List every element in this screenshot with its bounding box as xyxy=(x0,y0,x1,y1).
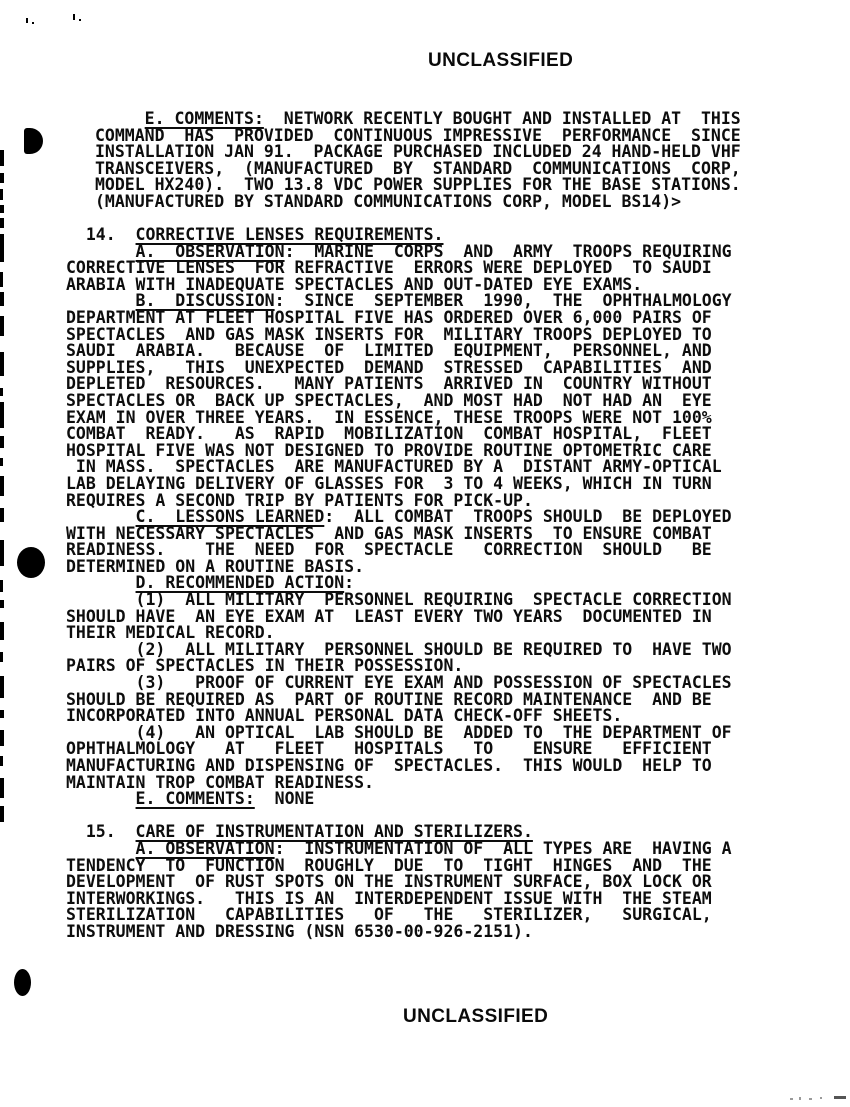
classification-header-bottom: UNCLASSIFIED xyxy=(403,1006,549,1027)
typewritten-paragraph-item13-comments: E. COMMENTS: NETWORK RECENTLY BOUGHT AND INSTALLED AT THIS COMMAND HAS PROVIDED CONTINUOUS IMPRESSIVE PERFORMANCE SINCE INSTALLATION JAN 91. PACKAGE PURCHASED INCLUDED 24 HAND-HELD VHF TRANSCEIVERS, (MANUFACTURED BY STANDARD COMMUNICATIONS CORP, MODEL HX240). TWO 13.8 VDC POWER SUPPLIES FOR THE BASE STATIONS. (MANUFACTURED BY STANDARD COMMUNICATIONS CORP, MODEL BS14)> xyxy=(95,109,741,211)
classification-header-top: UNCLASSIFIED xyxy=(428,50,574,71)
hole-punch-mark-bottom xyxy=(14,969,31,996)
typewritten-sections-14-15: 14. CORRECTIVE LENSES REQUIREMENTS. A. OBSERVATION: MARINE CORPS AND ARMY TROOPS REQUIRING CORRECTIVE LENSES FOR REFRACTIVE ERRORS WERE DEPLOYED TO SAUDI ARABIA WITH INADEQUATE SPECTACLES AND OUT-DATED EYE EXAMS. B. DISCUSSION: SINCE SEPTEMBER 1990, THE OPHTHALMOLOGY DEPARTMENT AT FLEET HOSPITAL FIVE HAS ORDERED OVER 6,000 PAIRS OF SPECTACLES AND GAS MASK INSERTS FOR MILITARY TROOPS DEPLOYED TO SAUDI ARABIA. BECAUSE OF LIMITED EQUIPMENT, PERSONNEL, AND SUPPLIES, THIS UNEXPECTED DEMAND STRESSED CAPABILITIES AND DEPLETED RESOURCES. MANY PATIENTS ARRIVED IN COUNTRY WITHOUT SPECTACLES OR BACK UP SPECTACLES, AND MOST HAD NOT HAD AN EYE EXAM IN OVER THREE YEARS. IN ESSENCE, THESE TROOPS WERE NOT 100% COMBAT READY. AS RAPID MOBILIZATION COMBAT HOSPITAL, FLEET HOSPITAL FIVE WAS NOT DESIGNED TO PROVIDE ROUTINE OPTOMETRIC CARE IN MASS. SPECTACLES ARE MANUFACTURED BY A DISTANT ARMY-OPTICAL LAB DELAYING DELIVERY OF GLASSES FOR 3 TO 4 WEEKS, WHICH IN TURN REQUIRES A SECOND TRIP BY PATIENTS FOR PICK-UP. C. LESSONS LEARNED: ALL COMBAT TROOPS SHOULD BE DEPLOYED WITH NECESSARY SPECTACLES AND GAS MASK INSERTS TO ENSURE COMBAT READINESS. THE NEED FOR SPECTACLE CORRECTION SHOULD BE DETERMINED ON A ROUTINE BASIS. D. RECOMMENDED ACTION: (1) ALL MILITARY PERSONNEL REQUIRING SPECTACLE CORRECTION SHOULD HAVE AN EYE EXAM AT LEAST EVERY TWO YEARS DOCUMENTED IN THEIR MEDICAL RECORD. (2) ALL MILITARY PERSONNEL SHOULD BE REQUIRED TO HAVE TWO PAIRS OF SPECTACLES IN THEIR POSSESSION. (3) PROOF OF CURRENT EYE EXAM AND POSSESSION OF SPECTACLES SHOULD BE REQUIRED AS PART OF ROUTINE RECORD MAINTENANCE AND BE INCORPORATED INTO ANNUAL PERSONAL DATA CHECK-OFF SHEETS. (4) AN OPTICAL LAB SHOULD BE ADDED TO THE DEPARTMENT OF OPHTHALMOLOGY AT FLEET HOSPITALS TO ENSURE EFFICIENT MANUFACTURING AND DISPENSING OF SPECTACLES. THIS WOULD HELP TO MAINTAIN TROP COMBAT READINESS. E. COMMENTS: NONE 15. CARE OF INSTRUMENTATION AND STERILIZERS. A. OBSERVATION: INSTRUMENTATION OF ALL TYPES ARE HAVING A TENDENCY TO FUNCTION ROUGHLY DUE TO TIGHT HINGES AND THE DEVELOPMENT OF RUST SPOTS ON THE INSTRUMENT SURFACE, BOX LOCK OR INTERWORKINGS. THIS IS AN INTERDEPENDENT ISSUE WITH THE STEAM STERILIZATION CAPABILITIES OF THE STERILIZER, SURGICAL, INSTRUMENT AND DRESSING (NSN 6530-00-926-2151). xyxy=(66,225,732,941)
hole-punch-mark-top xyxy=(24,128,43,154)
hole-punch-mark-middle xyxy=(17,547,45,578)
